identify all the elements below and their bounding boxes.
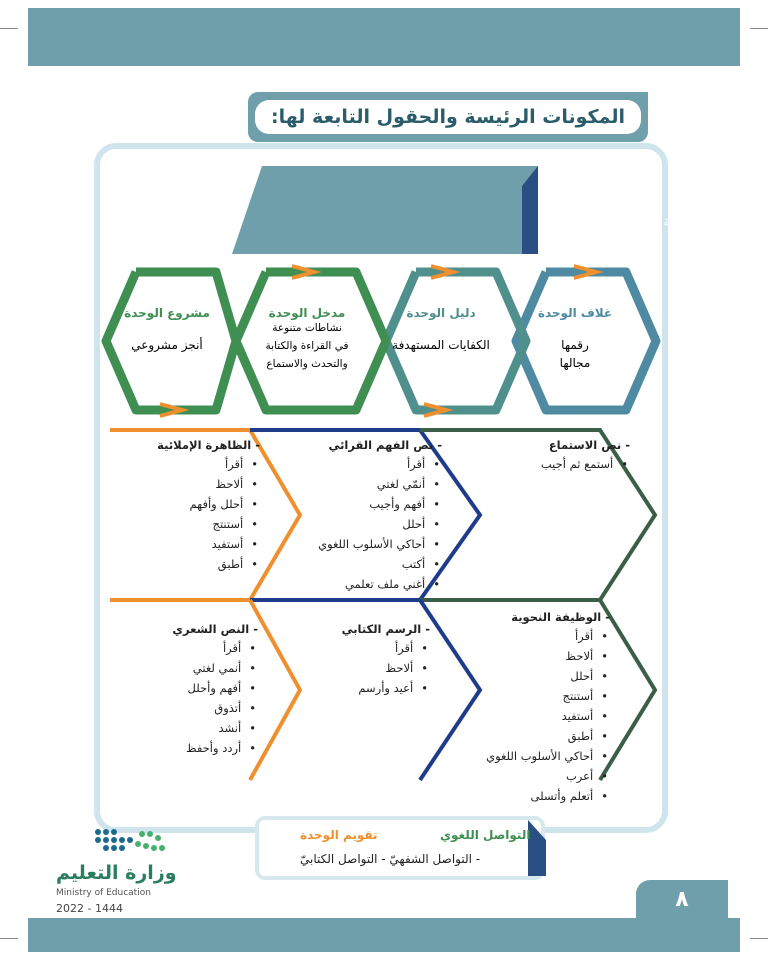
list-item: • ألاحظ: [290, 661, 430, 675]
bottom-banner: [28, 918, 740, 952]
section-heading: - نص الفهم القرائي: [328, 438, 442, 452]
list-item: • أقرأ: [120, 457, 260, 471]
stage-3-line-3: والتحدث والاستماع: [266, 358, 348, 370]
ministry-english: Ministry of Education: [56, 888, 151, 898]
ministry-arabic: وزارة التعليم: [56, 862, 177, 884]
stage-1-title: غلاف الوحدة: [537, 306, 613, 320]
list-item: • أحاكي الأسلوب اللغوي: [282, 537, 442, 551]
page-title-box: [248, 92, 648, 142]
section-list: [470, 457, 630, 471]
section-grammar: [460, 610, 610, 809]
list-item: • ألاحظ: [120, 477, 260, 491]
evaluation-tab: [528, 820, 546, 876]
list-item: • أطبق: [460, 729, 610, 743]
stage-4-title: مشروع الوحدة: [124, 306, 210, 320]
crop-mark: [750, 938, 768, 939]
list-item: • أنمي لغتي: [118, 661, 258, 675]
page-title: المكونات الرئيسة والحقول التابعة لها:: [255, 100, 641, 134]
list-item: • أستفيد: [120, 537, 260, 551]
stage-3-title: مدخل الوحدة: [268, 306, 346, 320]
list-item: • أفهم وأحلل: [118, 681, 258, 695]
stage-4-line-1: أنجز مشروعي: [131, 338, 203, 352]
list-item: • أطبق: [120, 557, 260, 571]
section-listening: [470, 438, 630, 477]
intro-subtitle: مراجعة المكتسبات السابقة: [548, 214, 706, 230]
intro-heading: التهيئة: [609, 178, 645, 194]
section-list: [290, 641, 430, 695]
list-item: • أنشد: [118, 721, 258, 735]
section-poetry: [118, 622, 258, 761]
list-item: • أقرأ: [118, 641, 258, 655]
section-heading: - الظاهرة الإملائية: [157, 438, 260, 452]
stage-3-line-1: نشاطات متنوعة: [272, 322, 342, 334]
list-item: • أحلل: [282, 517, 442, 531]
section-heading: - الرسم الكتابي: [341, 622, 430, 636]
list-item: • أعيد وأرسم: [290, 681, 430, 695]
crop-mark: [750, 28, 768, 29]
stage-1-line-1: رقمها: [561, 338, 589, 352]
section-heading: - النص الشعري: [172, 622, 258, 636]
list-item: • أستمع ثم أجيب: [470, 457, 630, 471]
list-item: • أقرأ: [460, 629, 610, 643]
list-item: • أقرأ: [282, 457, 442, 471]
list-item: • أنمّي لغتي: [282, 477, 442, 491]
section-drawing: [290, 622, 430, 701]
stage-3-line-2: في القراءة والكتابة: [265, 340, 349, 352]
section-list: [460, 629, 610, 803]
crop-mark: [0, 938, 18, 939]
list-item: • أستفيد: [460, 709, 610, 723]
stage-2-line-1: الكفايات المستهدفة: [392, 338, 490, 352]
section-heading: - الوظيفة النحوية: [511, 610, 610, 624]
list-item: • أعرب: [460, 769, 610, 783]
evaluation-label-a: التواصل اللغوي: [440, 828, 531, 842]
list-item: • أحلل وأفهم: [120, 497, 260, 511]
list-item: • أتذوق: [118, 701, 258, 715]
stage-1-line-2: مجالها: [559, 356, 591, 370]
list-item: • أفهم وأجيب: [282, 497, 442, 511]
page-number: ٨: [636, 880, 728, 920]
section-list: [120, 457, 260, 571]
ministry-year: 2022 - 1444: [56, 902, 123, 915]
list-item: • أردد وأحفظ: [118, 741, 258, 755]
list-item: • أتعلم وأتسلى: [460, 789, 610, 803]
list-item: • ألاحظ: [460, 649, 610, 663]
evaluation-box: [255, 816, 545, 880]
list-item: • أكتب: [282, 557, 442, 571]
stage-2-title: دليل الوحدة: [406, 306, 476, 320]
section-heading: - نص الاستماع: [548, 438, 630, 452]
section-spelling: [120, 438, 260, 577]
section-reading: [282, 438, 442, 597]
ministry-logo-icon: [92, 826, 170, 858]
top-banner: [28, 8, 740, 66]
list-item: • أحاكي الأسلوب اللغوي: [460, 749, 610, 763]
list-item: • أغني ملف تعلمي: [282, 577, 442, 591]
list-item: • أستنتج: [460, 689, 610, 703]
crop-mark: [0, 28, 18, 29]
evaluation-label-b: تقويم الوحدة: [300, 828, 378, 842]
section-list: [282, 457, 442, 591]
section-list: [118, 641, 258, 755]
list-item: • أقرأ: [290, 641, 430, 655]
list-item: • أستنتج: [120, 517, 260, 531]
list-item: • أحلل: [460, 669, 610, 683]
evaluation-line: - التواصل الشفهيّ - التواصل الكتابيّ: [300, 852, 481, 866]
